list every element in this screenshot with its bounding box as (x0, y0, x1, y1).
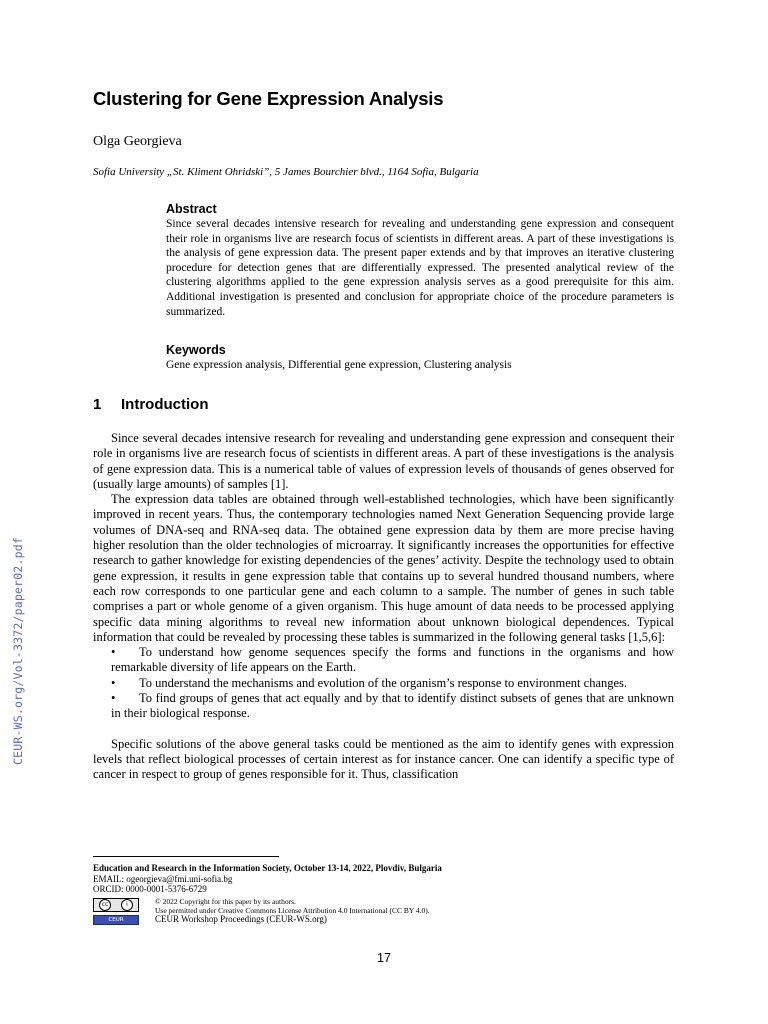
section-number: 1 (93, 396, 102, 413)
section-heading (93, 396, 208, 413)
list-item (93, 676, 674, 691)
bullet-icon: • (111, 645, 116, 660)
list-item-text: To understand the mechanisms and evolution of the organism’s response to environment changes. (139, 675, 628, 690)
license-text (155, 897, 430, 924)
list-item (93, 691, 674, 722)
abstract-section (166, 202, 674, 319)
keywords-heading: Keywords (166, 343, 226, 357)
keywords-text: Gene expression analysis, Differential gene expression, Clustering analysis (166, 359, 512, 371)
list-item-text: To find groups of genes that act equally and by that to identify distinct subsets of genes that are unknown in their biological response. (111, 691, 674, 721)
bullet-icon: • (111, 675, 116, 690)
body-text (93, 431, 674, 783)
abstract-text: Since several decades intensive research for revealing and understanding gene expression and consequent their role in organisms live are research focus of scientists in different areas. A part of these investigations is the analysis of gene expression data. The present paper extends and by that improves an iterative clustering procedure for detection genes that are differentially expressed. The presented analytical review of the clustering algorithms applied to the gene expression analysis serves as a good prerequisite for this aim. Additional investigation is presented and conclusion for appropriate choice of the procedure parameters is summarized. (166, 218, 674, 318)
footnote-email: EMAIL: ogeorgieva@fmi.uni-sofia.bg (93, 873, 233, 884)
bullet-icon: • (111, 691, 116, 706)
ceur-side-stamp[interactable]: CEUR-WS.org/Vol-3372/paper02.pdf (11, 537, 25, 765)
footnote-orcid: ORCID: 0000-0001-5376-6729 (93, 884, 207, 894)
paragraph: Specific solutions of the above general tasks could be mentioned as the aim to identify genes with expression levels that reflect biological processes of certain interest as for instance cancer. One can identify a specific type of cancer in respect to group of genes responsible for it. Thus, classification (93, 736, 674, 782)
list-item (93, 645, 674, 676)
author-affiliation: Sofia University „St. Kliment Ohridski”, 5 James Bourchier blvd., 1164 Sofia, Bulgaria (93, 166, 479, 178)
section-title: Introduction (121, 396, 209, 413)
paper-title: Clustering for Gene Expression Analysis (93, 88, 444, 109)
paragraph-gap (93, 722, 674, 737)
copyright-line: © 2022 Copyright for this paper by its authors. (155, 896, 296, 906)
cc-by-icon[interactable]: cc i (93, 898, 139, 912)
proceedings-line: CEUR Workshop Proceedings (CEUR-WS.org) (155, 913, 327, 924)
paragraph: The expression data tables are obtained through well-established technologies, which have been significantly improved in recent years. Thus, the contemporary technologies named Next Generation Sequencing provide large volumes of DNA-seq and RNA-seq data. The obtained gene expression data by them are more precise having higher resolution than the older technologies of microarray. It significantly increases the opportunities for effective research to gather knowledge for existing dependencies of the genes’ activity. Despite the technology used to obtain gene expression, it results in gene expression table that contains up to several hundred thousand numbers, where each row corresponds to one particular gene and each column to a sample. The number of genes in such table comprises a part or whole genome of a given organism. This huge amount of data needs to be processed applying specific data mining algorithms to reveal new information about unknown biological dependences. Typical information that could be revealed by processing these tables is summarized in the following general tasks [1,5,6]: (93, 492, 674, 644)
page-number: 17 (377, 951, 391, 965)
keywords-section (166, 343, 674, 373)
list-item-text: To understand how genome sequences specify the forms and functions in the organisms and how remarkable diversity of life appears on the Earth. (111, 645, 674, 675)
ceur-logo-icon: CEUR (93, 915, 139, 925)
paragraph: Since several decades intensive research for revealing and understanding gene expression and consequent their role in organisms live are research focus of scientists in different areas. A part of these investigations is the analysis of gene expression data. This is a numerical table of values of expression levels of thousands of genes observed for (usually large amounts) of samples [1]. (93, 431, 674, 491)
abstract-heading: Abstract (166, 202, 217, 216)
footnote-conference: Education and Research in the Information Society, October 13-14, 2022, Plovdiv, Bulgaria (93, 863, 442, 873)
license-line: Use permitted under Creative Commons License Attribution 4.0 International (CC BY 4.0). (155, 905, 430, 915)
footnote-divider (93, 856, 279, 857)
license-row (93, 897, 442, 927)
author-name: Olga Georgieva (93, 134, 182, 149)
task-list (93, 645, 674, 721)
footnote (93, 863, 442, 927)
